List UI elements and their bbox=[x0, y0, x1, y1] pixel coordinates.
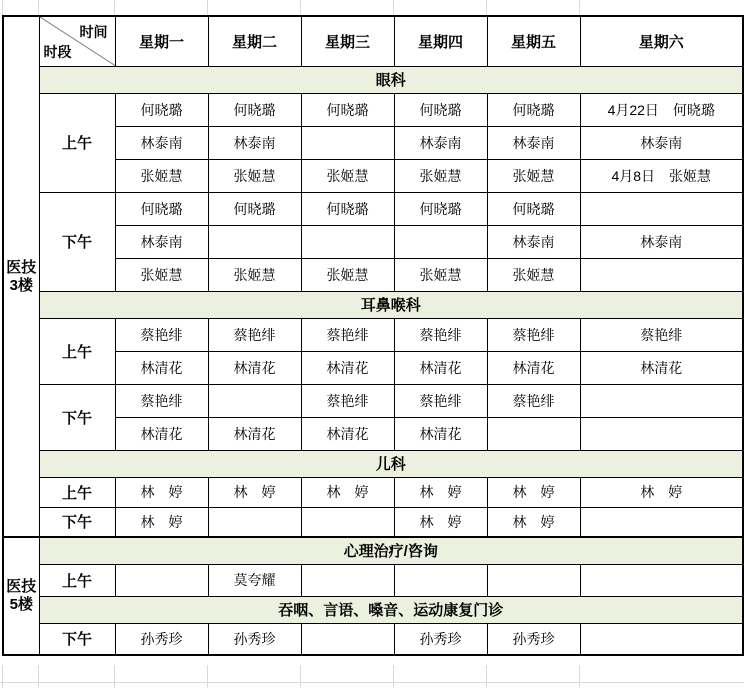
schedule-cell[interactable]: 林 婷 bbox=[115, 507, 208, 537]
schedule-cell-empty[interactable] bbox=[580, 258, 743, 291]
schedule-cell[interactable]: 莫夸耀 bbox=[208, 564, 301, 596]
schedule-table bbox=[2, 15, 744, 656]
section-band-row bbox=[3, 291, 743, 318]
schedule-cell[interactable]: 何晓璐 bbox=[208, 93, 301, 126]
schedule-cell[interactable]: 林清花 bbox=[394, 417, 487, 450]
day-header-tuesday: 星期二 bbox=[208, 16, 301, 66]
schedule-cell[interactable]: 林清花 bbox=[301, 417, 394, 450]
sheet-gridline bbox=[393, 0, 394, 15]
period-label: 下午 bbox=[39, 192, 115, 291]
header-row bbox=[3, 16, 743, 66]
schedule-cell-empty[interactable] bbox=[487, 417, 580, 450]
schedule-cell[interactable]: 张姬慧 bbox=[115, 258, 208, 291]
sheet-gridline bbox=[2, 665, 3, 688]
schedule-row bbox=[3, 477, 743, 507]
schedule-cell-empty[interactable] bbox=[301, 564, 394, 596]
schedule-cell[interactable]: 林泰南 bbox=[580, 225, 743, 258]
schedule-cell[interactable]: 张姬慧 bbox=[394, 159, 487, 192]
schedule-cell[interactable]: 林清花 bbox=[301, 351, 394, 384]
section-title: 心理治疗/咨询 bbox=[39, 537, 743, 564]
schedule-cell[interactable]: 张姬慧 bbox=[301, 159, 394, 192]
schedule-cell[interactable]: 林泰南 bbox=[580, 126, 743, 159]
schedule-cell-empty[interactable] bbox=[580, 192, 743, 225]
period-label: 上午 bbox=[39, 93, 115, 192]
section-title: 耳鼻喉科 bbox=[39, 291, 743, 318]
schedule-cell-empty[interactable] bbox=[301, 507, 394, 537]
schedule-cell-empty[interactable] bbox=[487, 564, 580, 596]
sheet-gridline bbox=[2, 0, 3, 15]
floor-label-line: 5楼 bbox=[9, 596, 33, 613]
schedule-cell[interactable]: 蔡艳绯 bbox=[487, 384, 580, 417]
schedule-cell-empty[interactable] bbox=[208, 507, 301, 537]
schedule-cell[interactable]: 林泰南 bbox=[115, 225, 208, 258]
section-title: 吞咽、言语、嗓音、运动康复门诊 bbox=[39, 596, 743, 623]
schedule-cell[interactable]: 林 婷 bbox=[580, 477, 743, 507]
schedule-cell[interactable]: 张姬慧 bbox=[208, 258, 301, 291]
schedule-cell[interactable]: 何晓璐 bbox=[115, 93, 208, 126]
sheet-gridline bbox=[486, 665, 487, 688]
schedule-cell[interactable]: 孙秀珍 bbox=[487, 623, 580, 655]
schedule-cell-empty[interactable] bbox=[580, 564, 743, 596]
schedule-cell[interactable]: 林清花 bbox=[208, 417, 301, 450]
period-label: 上午 bbox=[39, 318, 115, 384]
period-label: 下午 bbox=[39, 623, 115, 655]
floor-label-line: 医技 bbox=[6, 258, 37, 276]
schedule-cell[interactable]: 林 婷 bbox=[487, 507, 580, 537]
schedule-cell[interactable]: 林泰南 bbox=[487, 225, 580, 258]
sheet-gridline bbox=[114, 0, 115, 15]
schedule-cell[interactable]: 林清花 bbox=[487, 351, 580, 384]
schedule-row bbox=[3, 507, 743, 537]
schedule-body bbox=[3, 16, 743, 655]
period-label: 上午 bbox=[39, 477, 115, 507]
schedule-cell[interactable]: 4月22日 何晓璐 bbox=[580, 93, 743, 126]
schedule-cell[interactable]: 何晓璐 bbox=[301, 192, 394, 225]
schedule-cell-empty[interactable] bbox=[394, 564, 487, 596]
schedule-cell[interactable]: 蔡艳绯 bbox=[301, 318, 394, 351]
schedule-cell-empty[interactable] bbox=[115, 564, 208, 596]
sheet-gridline bbox=[579, 665, 580, 688]
section-title: 儿科 bbox=[39, 450, 743, 477]
schedule-cell[interactable]: 林泰南 bbox=[115, 126, 208, 159]
section-band-row bbox=[3, 450, 743, 477]
schedule-cell[interactable]: 蔡艳绯 bbox=[487, 318, 580, 351]
schedule-cell[interactable]: 何晓璐 bbox=[394, 192, 487, 225]
schedule-cell[interactable]: 何晓璐 bbox=[487, 93, 580, 126]
section-title: 眼科 bbox=[39, 66, 743, 93]
schedule-cell[interactable]: 林清花 bbox=[394, 351, 487, 384]
schedule-cell[interactable]: 蔡艳绯 bbox=[208, 318, 301, 351]
schedule-cell-empty[interactable] bbox=[580, 384, 743, 417]
corner-label-time: 时间 bbox=[79, 24, 108, 40]
schedule-cell[interactable]: 林 婷 bbox=[115, 477, 208, 507]
schedule-cell-empty[interactable] bbox=[301, 126, 394, 159]
corner-label-period: 时段 bbox=[43, 43, 72, 60]
schedule-cell[interactable]: 张姬慧 bbox=[301, 258, 394, 291]
day-header-monday: 星期一 bbox=[115, 16, 208, 66]
schedule-cell-empty[interactable] bbox=[208, 384, 301, 417]
corner-cell bbox=[39, 16, 115, 66]
day-header-wednesday: 星期三 bbox=[301, 16, 394, 66]
sheet-gridline bbox=[300, 0, 301, 15]
sheet-gridline bbox=[300, 665, 301, 688]
schedule-cell[interactable]: 蔡艳绯 bbox=[580, 318, 743, 351]
schedule-cell[interactable]: 林 婷 bbox=[394, 507, 487, 537]
sheet-gridline bbox=[207, 0, 208, 15]
schedule-cell[interactable]: 蔡艳绯 bbox=[115, 318, 208, 351]
schedule-cell[interactable]: 蔡艳绯 bbox=[301, 384, 394, 417]
schedule-cell-empty[interactable] bbox=[580, 623, 743, 655]
schedule-cell[interactable]: 4月8日 张姬慧 bbox=[580, 159, 743, 192]
schedule-cell[interactable]: 何晓璐 bbox=[208, 192, 301, 225]
section-band-row bbox=[3, 66, 743, 93]
schedule-cell[interactable]: 蔡艳绯 bbox=[394, 384, 487, 417]
schedule-row bbox=[3, 623, 743, 655]
sheet-gridline bbox=[579, 0, 580, 15]
day-header-thursday: 星期四 bbox=[394, 16, 487, 66]
schedule-row bbox=[3, 93, 743, 126]
schedule-cell-empty[interactable] bbox=[394, 225, 487, 258]
schedule-cell-empty[interactable] bbox=[208, 225, 301, 258]
sheet-gridline bbox=[38, 0, 39, 15]
period-label: 下午 bbox=[39, 384, 115, 450]
schedule-cell-empty[interactable] bbox=[580, 507, 743, 537]
period-label: 上午 bbox=[39, 564, 115, 596]
section-band-row bbox=[3, 537, 743, 564]
schedule-cell[interactable]: 张姬慧 bbox=[208, 159, 301, 192]
schedule-cell[interactable]: 孙秀珍 bbox=[394, 623, 487, 655]
day-header-saturday: 星期六 bbox=[580, 16, 743, 66]
sheet-gridline bbox=[486, 0, 487, 15]
schedule-cell[interactable]: 何晓璐 bbox=[115, 192, 208, 225]
schedule-cell[interactable]: 林泰南 bbox=[394, 126, 487, 159]
schedule-cell[interactable]: 林泰南 bbox=[208, 126, 301, 159]
schedule-cell[interactable]: 何晓璐 bbox=[301, 93, 394, 126]
schedule-cell[interactable]: 何晓璐 bbox=[487, 192, 580, 225]
floor-label-5f bbox=[3, 537, 39, 655]
schedule-cell-empty[interactable] bbox=[580, 417, 743, 450]
schedule-cell[interactable]: 林泰南 bbox=[487, 126, 580, 159]
schedule-row bbox=[3, 564, 743, 596]
schedule-cell[interactable]: 张姬慧 bbox=[487, 159, 580, 192]
floor-label-3f bbox=[3, 16, 39, 537]
day-header-friday: 星期五 bbox=[487, 16, 580, 66]
schedule-cell[interactable]: 孙秀珍 bbox=[115, 623, 208, 655]
section-band-row bbox=[3, 596, 743, 623]
schedule-cell[interactable]: 张姬慧 bbox=[487, 258, 580, 291]
sheet-gridline bbox=[207, 665, 208, 688]
schedule-row bbox=[3, 318, 743, 351]
schedule-cell-empty[interactable] bbox=[301, 225, 394, 258]
sheet-gridline bbox=[0, 682, 744, 683]
schedule-cell[interactable]: 蔡艳绯 bbox=[394, 318, 487, 351]
schedule-cell[interactable]: 林清花 bbox=[208, 351, 301, 384]
schedule-cell-empty[interactable] bbox=[301, 623, 394, 655]
period-label: 下午 bbox=[39, 507, 115, 537]
schedule-cell[interactable]: 林 婷 bbox=[208, 477, 301, 507]
sheet-gridline bbox=[114, 665, 115, 688]
schedule-cell[interactable]: 孙秀珍 bbox=[208, 623, 301, 655]
schedule-cell[interactable]: 张姬慧 bbox=[115, 159, 208, 192]
sheet-gridline bbox=[393, 665, 394, 688]
floor-label-line: 医技 bbox=[6, 578, 37, 595]
floor-label-line: 3楼 bbox=[9, 276, 33, 294]
schedule-cell[interactable]: 林清花 bbox=[115, 351, 208, 384]
schedule-row bbox=[3, 384, 743, 417]
schedule-cell[interactable]: 林清花 bbox=[580, 351, 743, 384]
schedule-cell[interactable]: 林清花 bbox=[115, 417, 208, 450]
schedule-cell[interactable]: 林 婷 bbox=[301, 477, 394, 507]
schedule-cell[interactable]: 何晓璐 bbox=[394, 93, 487, 126]
schedule-cell[interactable]: 林 婷 bbox=[394, 477, 487, 507]
schedule-cell[interactable]: 林 婷 bbox=[487, 477, 580, 507]
schedule-row bbox=[3, 192, 743, 225]
schedule-cell[interactable]: 蔡艳绯 bbox=[115, 384, 208, 417]
sheet-gridline bbox=[38, 665, 39, 688]
schedule-cell[interactable]: 张姬慧 bbox=[394, 258, 487, 291]
